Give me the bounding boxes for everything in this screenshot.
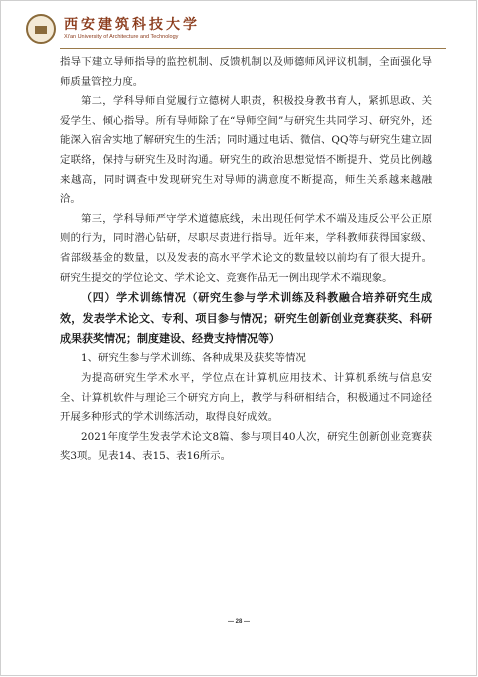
paragraph-second: 第二，学科导师自觉履行立德树人职责，积极投身教书育人，紧抓思政、关爱学生、倾心指导。所有导师除了在“导师空间”与研究生共同学习、研究外，还能深入宿舍实地了解研究生的生活；同时通过电话、微信、QQ等与研究生建立固定联络，保持与研究生及时沟通。研究生的政治思想觉悟不断提升、党员比例越来越高，同时调查中发现研究生对导师的满意度不断提高，师生关系越来越融洽。 <box>60 95 432 206</box>
paragraph-continuation: 指导下建立导师指导的监控机制、反馈机制以及师德师风评议机制，全面强化导师质量管控力度。 <box>60 56 432 88</box>
page-header <box>26 10 466 50</box>
paragraph-third: 第三，学科导师严守学术道德底线，未出现任何学术不端及违反公平公正原则的行为，同时潜心钻研，尽职尽责进行指导。近年来，学科教师获得国家级、省部级基金的数量，以及发表的高水平学术论文的数量较以前均有了很大提升。研究生提交的学位论文、学术论文、竞赛作品无一例出现学术不端现象。 <box>60 212 432 284</box>
university-logo-icon <box>26 14 56 44</box>
page-number: — 28 — <box>227 619 250 625</box>
university-name-en: Xi'an University of Architecture and Technology <box>64 34 179 40</box>
university-name-cn: 西安建筑科技大学 <box>64 17 200 33</box>
document-body <box>60 53 432 467</box>
header-divider <box>60 48 446 49</box>
paragraph-training: 为提高研究生学术水平，学位点在计算机应用技术、计算机系统与信息安全、计算机软件与理论三个研究方向上，教学与科研相结合，积极通过不同途径开展多种形式的学术训练活动，取得良好成效。 <box>60 371 432 424</box>
section-heading: （四）学术训练情况（研究生参与学术训练及科教融合培养研究生成效，发表学术论文、专利、项目参与情况；研究生创新创业竞赛获奖、科研成果获奖情况；制度建设、经费支持情况等） <box>60 291 432 345</box>
subsection-heading: 1、研究生参与学术训练、各种成果及获奖等情况 <box>81 352 306 365</box>
paragraph-statistics: 2021年度学生发表学术论文8篇、参与项目40人次，研究生创新创业竞赛获奖3项。见表14、表15、表16所示。 <box>60 430 432 463</box>
